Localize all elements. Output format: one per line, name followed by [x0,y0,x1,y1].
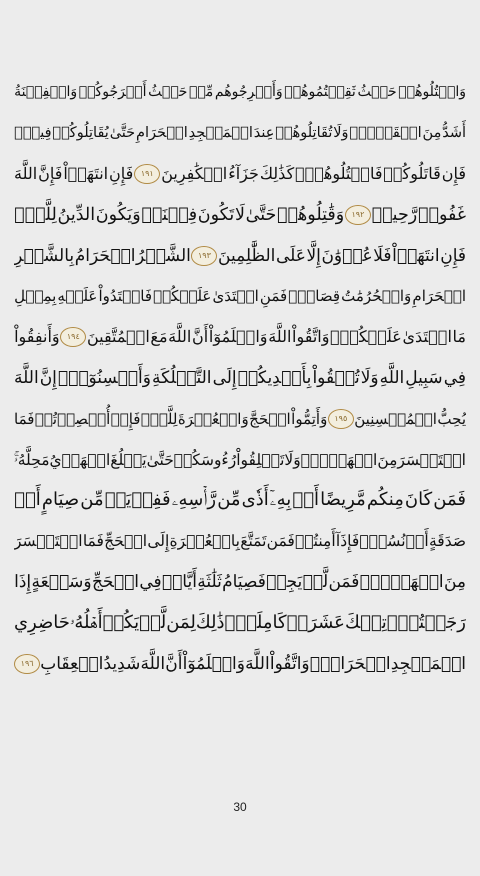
word: عَشَرَةٞ [286,611,345,633]
word: قَاتَلُوكُمۡ [383,163,441,183]
word: اللَّهَ [14,163,38,183]
word: الۡمُتَّقِينَ [86,327,150,347]
text-line [14,521,466,562]
text-line [14,194,466,235]
ayah-number-marker: ١٩١ [134,164,160,184]
word: فِي [139,571,162,592]
word: عُدۡوَٰنَ [321,245,373,266]
word: كَذَٰلِكَ [259,163,295,183]
word: رَجَعۡتُمۡۗ [386,611,466,633]
word: أَمِنتُمۡ [295,532,336,551]
word: أَوۡ [292,489,319,511]
word: إِلَّا [306,245,321,266]
word: الۡهَدۡيِۚ [359,571,444,592]
word: فَفِدۡيَةٞ [104,489,171,511]
page-number: 30 [233,800,247,814]
word: يَجِدۡ [266,571,303,592]
word: بِأَيۡدِيكُمۡ [237,367,312,388]
word: مِنَ [422,125,442,142]
word: الۡحَجَّ [249,409,291,428]
word: لِلَّهِۖ [14,204,57,225]
word: فَلَا [373,245,392,266]
word: انتَهَوۡاْ [392,245,440,266]
word: عَلَيۡكُمۡ [153,287,212,306]
text-line [14,317,466,358]
word: اعۡتَدَىٰ [402,327,452,347]
word: عَلَيۡكُمۡۚ [330,327,402,347]
word: الۡكَٰفِرِينَ [161,163,228,183]
text-line [14,154,466,195]
word: وَاتَّقُواْ [292,327,330,347]
word: كَانَ [404,489,433,511]
word: تُلۡقُواْ [312,367,360,388]
word: حَتَّىٰ [245,204,277,225]
word: الۡقَتۡلِۚ [349,125,422,142]
word: الظَّٰلِمِينَ [218,245,276,266]
word: إِلَى [147,532,170,551]
word: عَلَيۡهِ [57,287,98,306]
word: أَخۡرَجُوكُمۡ [78,84,147,101]
text-line [14,562,466,603]
word: فَصِيَامُ [222,571,266,592]
word: وَقَٰتِلُوهُمۡ [277,204,345,225]
word: اللَّهَ [245,653,270,674]
word: ثَلَٰثَةِ [197,571,222,592]
word: بِالۡعُمۡرَةِ [169,532,240,551]
word: وَاتَّقُواْ [269,653,310,674]
word: فِتۡنَةٞ [141,204,198,225]
word: لَا [234,204,245,225]
word: التَّهۡلُكَةِ [151,367,212,388]
word: يَبۡلُغَ [110,450,147,469]
word: اللَّهَ [14,367,39,388]
word: وَسَبۡعَةٍ [31,571,92,592]
word: وَأَحۡسِنُوٓاْۚ [57,367,151,388]
word: إِنَّ [39,367,57,388]
word: الۡمُحۡسِنِينَ [354,409,437,428]
word: وَلَا [284,450,301,469]
word: اسۡتَيۡسَرَ [397,450,466,469]
word: فِيهِۖ [14,125,52,142]
word: مِنَ [377,450,398,469]
word: مِنكُم [366,489,404,511]
word: حَيۡثُ [357,84,397,101]
text-line [14,643,466,684]
word: تُقَاتِلُوهُمۡ [275,125,333,142]
word: فَمَن [328,571,360,592]
word: لَّمۡ [302,571,329,592]
word: وَأَخۡرِجُوهُم [214,84,283,101]
word: شَدِيدُ [103,653,141,674]
quran-text-block [14,72,466,752]
word: الۡحَجِّ [104,532,148,551]
word: حَاضِرِي [14,611,70,633]
word: وَاعۡلَمُوٓاْ [208,327,268,347]
word: صِيَامٍ [41,489,80,511]
word: انتَهَوۡاْ [63,163,109,183]
text-line [14,276,466,317]
word: بِالشَّهۡرِ [14,245,75,266]
word: فَمَن [433,489,466,511]
text-line [14,235,466,276]
ayah-number-marker: ١٩٢ [345,205,371,225]
word: أَيَّامٖ [161,571,197,592]
text-line [14,72,466,113]
word: وَأَتِمُّواْ [291,409,328,428]
word: وَالۡفِتۡنَةُ [14,84,78,101]
word: أَشَدُّ [442,125,466,142]
word: جَزَآءُ [228,163,259,183]
word: الۡمَسۡجِدِ [188,125,253,142]
word: الۡحَرَامِ [412,287,466,306]
word: فَإِنِ [440,245,466,266]
word: سَبِيلِ [405,367,443,388]
word: عِندَ [253,125,275,142]
text-line [14,358,466,399]
word: رَّحِيمٞ [371,204,418,225]
word: أَنَّ [192,327,209,347]
word: فَمَا [14,409,35,428]
word: وَيَكُونَ [95,204,141,225]
word: مَّرِيضًا [320,489,366,511]
word: حَتَّىٰ [109,125,136,142]
word: فَاعۡتَدُواْ [98,287,153,306]
word: أَذٗى [241,489,269,511]
text-line [14,439,466,480]
word: يَكُنۡ [102,611,140,633]
word: اللَّهَ [268,327,292,347]
word: مِنَ [443,571,466,592]
word: وَأَنفِقُواْ [14,327,60,347]
word: كَامِلَةٞۗ [224,611,287,633]
word: رَّأۡسِهِۦ [171,489,217,511]
word: وَالۡحُرُمَٰتُ [341,287,412,306]
word: وَاقۡتُلُوهُمۡ [398,84,466,101]
word: قِصَاصٞۚ [288,287,341,306]
word: أَوۡ [405,532,429,551]
word: وَلَا [360,367,379,388]
word: فَمَنِ [259,287,288,306]
word: وَاعۡلَمُوٓاْ [182,653,245,674]
word: لِمَن [166,611,196,633]
word: وَلَا [333,125,349,142]
word: فَمَن [266,532,295,551]
ayah-number-marker: ١٩٤ [60,327,86,347]
word: يُقَاتِلُوكُمۡ [52,125,109,142]
word: فَإِذَآ [335,532,360,551]
word: مِّن [80,489,104,511]
word: لِلَّهِۚ [140,409,178,428]
word: مَعَ [150,327,168,347]
word: الۡحَرَامُ [74,245,136,266]
word: صَدَقَةٍ [428,532,466,551]
word: فَإِنۡ [110,409,141,428]
word: الشَّهۡرُ [136,245,191,266]
word: نُسُكٖۚ [359,532,406,551]
word: إِذَا [14,571,32,592]
word: الدِّينُ [57,204,96,225]
word: حَيۡثُ [148,84,188,101]
word: يُحِبُّ [437,409,466,428]
word: أُحۡصِرۡتُمۡ [34,409,111,428]
text-line [14,398,466,439]
text-line [14,602,466,643]
word: فَاقۡتُلُوهُمۡۗ [295,163,383,183]
word: مِّنۡ [189,84,214,101]
text-line [14,113,466,154]
word: أَنَّ [165,653,183,674]
word: فَإِنِ [109,163,134,183]
word: اللَّهَ [168,327,192,347]
word: لَّمۡ [139,611,167,633]
word: الۡحَرَامِۚ [309,653,391,674]
word: الۡحَرَامِ [135,125,188,142]
word: ثَقِفۡتُمُوهُمۡ [284,84,356,101]
word: فَإِن [441,163,466,183]
word: مَحِلَّهُۥۚ [14,450,50,469]
word: غَفُورٞ [417,204,466,225]
word: اسۡتَيۡسَرَ [14,532,83,551]
word: الۡمَسۡجِدِ [390,653,466,674]
word: الۡهَدۡيُ [49,450,111,469]
ayah-number-marker: ١٩٣ [191,246,217,266]
word: مَا [452,327,466,347]
word: مِّن [217,489,241,511]
text-line [14,480,466,521]
word: الۡعِقَابِ [40,653,104,674]
word: فَإِنَّ [38,163,63,183]
word: بِمِثۡلِ [14,287,57,306]
word: أَوۡ [14,489,41,511]
word: فِي [443,367,466,388]
word: الۡحَجِّ [91,571,140,592]
word: وَالۡعُمۡرَةَ [177,409,249,428]
word: اعۡتَدَىٰ [212,287,259,306]
word: عَلَى [275,245,306,266]
word: تَكُونَ [197,204,235,225]
ayah-number-marker: ١٩٥ [328,409,354,429]
word: تَحۡلِقُواْ [236,450,285,469]
word: بِهِۦٓ [269,489,292,511]
word: الۡهَدۡيِۖ [300,450,378,469]
word: ذَٰلِكَ [195,611,225,633]
word: فَمَا [82,532,104,551]
word: أَهۡلُهُۥ [69,611,103,633]
word: إِلَى [212,367,237,388]
word: تَمَتَّعَ [240,532,267,551]
word: رُءُوسَكُمۡ [173,450,237,469]
ayah-number-marker: ١٩٦ [14,654,40,674]
word: تِلۡكَ [344,611,387,633]
word: حَتَّىٰ [146,450,174,469]
word: اللَّهِ [379,367,405,388]
word: اللَّهَ [140,653,166,674]
